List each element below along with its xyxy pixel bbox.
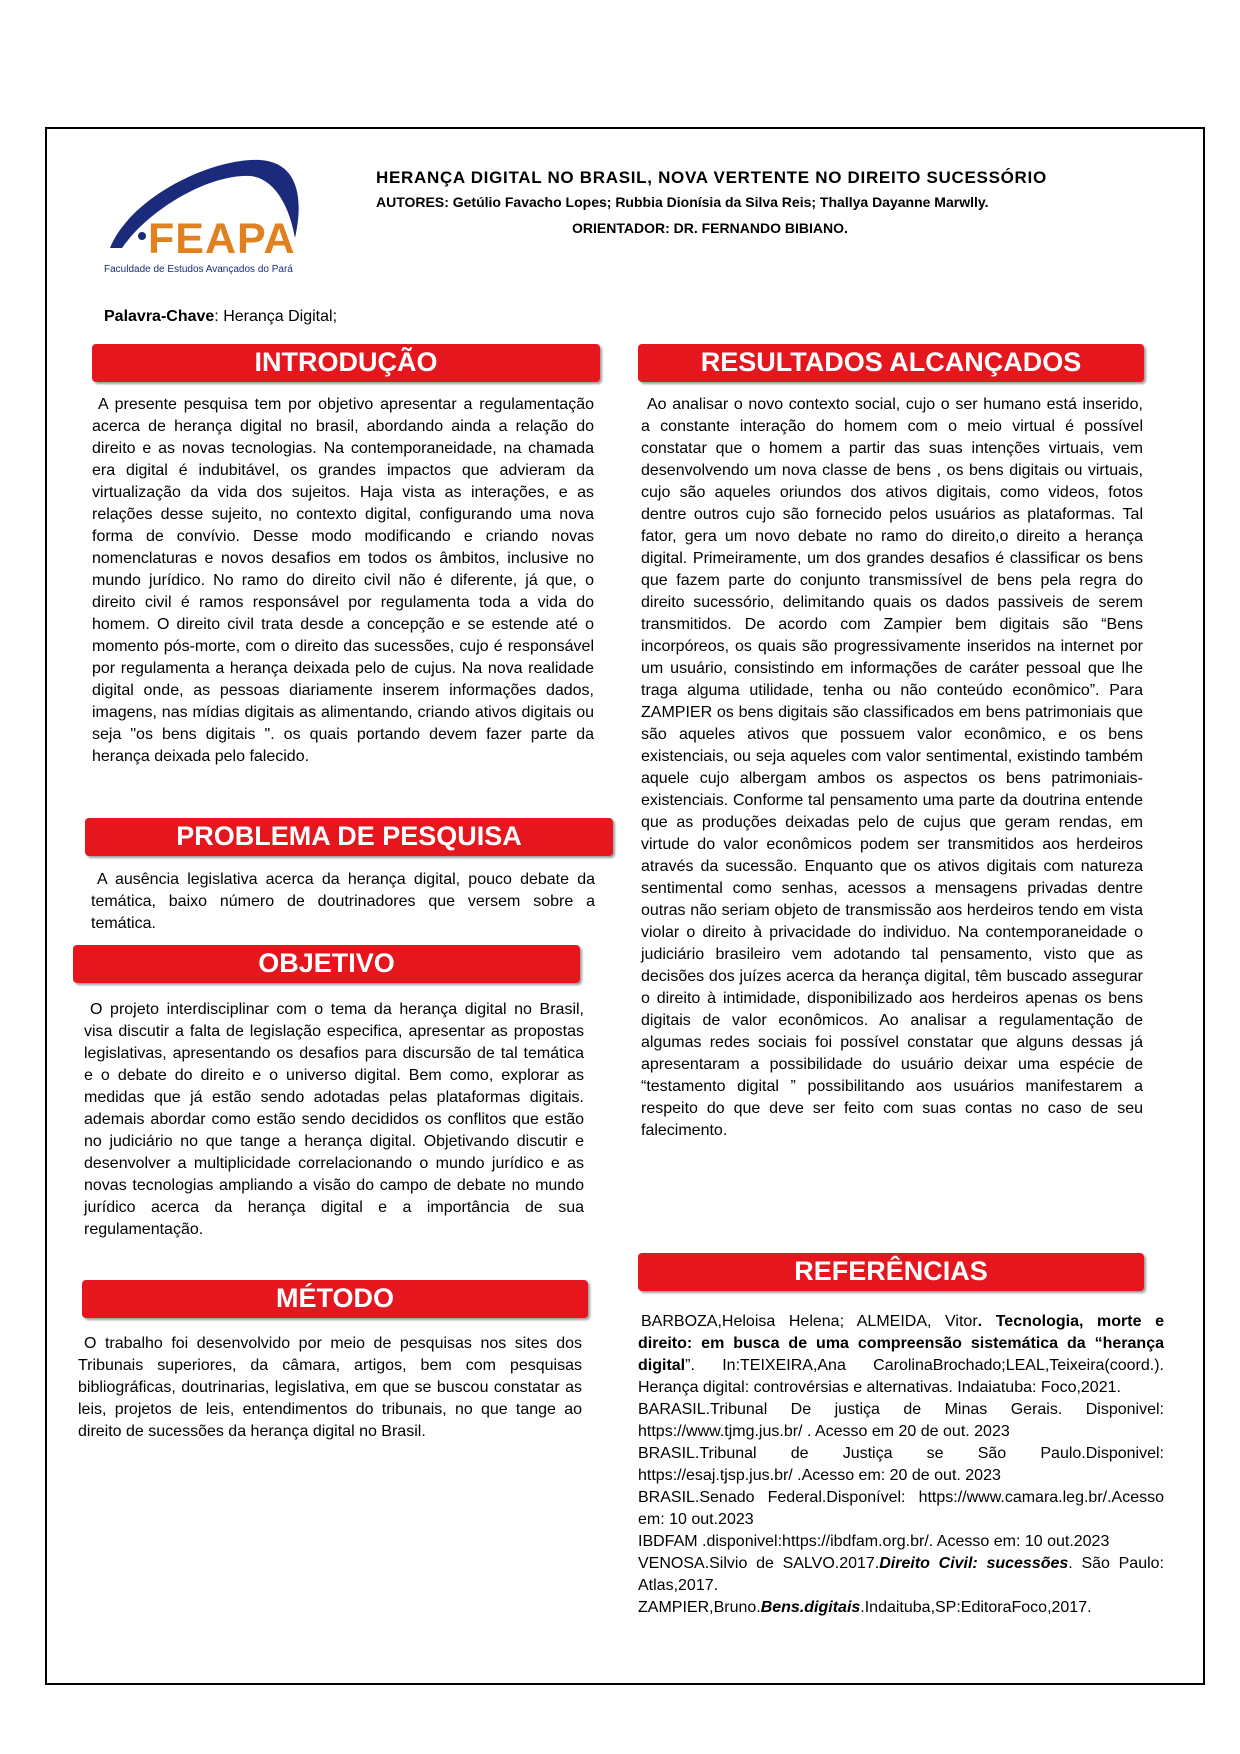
reference-item: VENOSA.Silvio de SALVO.2017.Direito Civil: sucessões. São Paulo: Atlas,2017. <box>638 1555 1164 1594</box>
keyword-value: : Herança Digital; <box>214 308 338 325</box>
section-header-objetivo: OBJETIVO <box>73 945 580 983</box>
section-header-resultados: RESULTADOS ALCANÇADOS <box>638 344 1144 382</box>
authors-line: AUTORES: Getúlio Favacho Lopes; Rubbia Dionísia da Silva Reis; Thallya Dayanne Marwlly. <box>376 194 989 210</box>
references-list <box>638 1311 1164 1619</box>
logo-brand-text: FEAPA <box>148 215 296 263</box>
section-header-metodo: MÉTODO <box>82 1280 588 1318</box>
section-header-problema: PROBLEMA DE PESQUISA <box>85 818 613 856</box>
reference-item: BRASIL.Tribunal de Justiça se São Paulo.Disponivel: https://esaj.tjsp.jus.br/ .Acesso em: 20 de out. 2023 <box>638 1445 1164 1484</box>
section-header-referencias: REFERÊNCIAS <box>638 1253 1144 1291</box>
reference-item: ZAMPIER,Bruno.Bens.digitais.Indaituba,SP:EditoraFoco,2017. <box>638 1599 1092 1616</box>
introducao-text: A presente pesquisa tem por objetivo apresentar a regulamentação acerca de herança digital no brasil, abordando ainda a relação do direito e as novas tecnologias. Na contemporaneidade, na chamada era digital é indubitável, os grandes impactos que advieram da virtualização da vida dos sujeitos. Haja vista as interações, e as relações desse sujeito, no contexto digital, configurando uma nova forma de convívio. Desse modo modificando e criando novas nomenclaturas e novos desafios em todos os âmbitos, inclusive no mundo jurídico. No ramo do direito civil não é diferente, já que, o direito civil é ramos responsável por regulamenta toda a vida do homem. O direito civil trata desde a concepção e se estende até o momento pós-morte, com o direito das sucessões, cujo é responsável por regulamenta a herança deixada pelo de cujus. Na nova realidade digital onde, as pessoas diariamente inserem informações dados, imagens, nas mídias digitais as alimentando, criando ativos digitais ou seja "os bens digitais ". os quais portando devem fazer parte da herança deixada pelo falecido. <box>92 396 594 765</box>
title-block <box>376 166 1156 237</box>
reference-item: BRASIL.Senado Federal.Disponível: https://www.camara.leg.br/.Acesso em: 10 out.2023 <box>638 1489 1164 1528</box>
section-header-introducao: INTRODUÇÃO <box>92 344 600 382</box>
advisor-line: ORIENTADOR: DR. FERNANDO BIBIANO. <box>572 220 848 236</box>
reference-item: BARBOZA,Heloisa Helena; ALMEIDA, Vitor. Tecnologia, morte e direito: em busca de uma compreensão sistemática da “herança digital”. In:TEIXEIRA,Ana CarolinaBrochado;LEAL,Teixeira(coord.). Herança digital: controvérsias e alternativas. Indaiatuba: Foco,2021. <box>638 1313 1164 1396</box>
reference-item: IBDFAM .disponivel:https://ibdfam.org.br/. Acesso em: 10 out.2023 <box>638 1533 1110 1550</box>
problema-text: A ausência legislativa acerca da herança digital, pouco debate da temática, baixo número de doutrinadores que versem sobre a temática. <box>91 871 595 932</box>
keyword-label: Palavra-Chave <box>104 308 215 325</box>
resultados-text: Ao analisar o novo contexto social, cujo o ser humano está inserido, a constante interação do homem com o meio virtual é possível constatar que o homem a partir das suas intenções virtuais, vem desenvolvendo um nova classe de bens , os bens digitais ou virtuais, cujo são aqueles oriundos dos ativos digitais, como videos, fotos dentre outros cujo são fornecido pelos usuários as plataformas. Tal fator, gera um novo debate no ramo do direito,o direito a herança digital. Primeiramente, um dos grandes desafios é classificar os bens que fazem parte do conjunto transmissível de bens pela regra do direito sucessório, delimitando quais os dados passiveis de serem transmitidos. De acordo com Zampier bem digitais são “Bens incorpóreos, os quais são progressivamente inseridos na internet por um usuário, consistindo em informações de caráter pessoal que lhe traga alguma utilidade, tenha ou não conteúdo econômico”. Para ZAMPIER os bens digitais são classificados em bens patrimoniais que são aqueles ativos que possuem valor econômico, e os bens existenciais, ou seja aqueles com valor sentimental, existindo também aquele cujo albergam ambos os aspectos os bens patrimoniais-existenciais. Conforme tal pensamento uma parte da doutrina entende que as produções deixadas pelo de cujus que geram rendas, em virtude do valor econômicos podem ser transmitidos aos herdeiros através da sucessão. Enquanto que os ativos digitais com natureza sentimental como senhas, acessos a mensagens privadas dentre outras não seriam objeto de transmissão aos herdeiros tendo em vista violar o direito à privacidade do individuo. Na contemporaneidade o judiciário brasileiro vem adotando tal pensamento, visto que as decisões dos juízes acerca da herança digital, têm buscado assegurar o direito à intimidade, disponibilizado aos herdeiros apenas os bens digitais de valor econômicos. Ao analisar a regulamentação de algumas redes sociais foi possível constatar que alguns dessas já apresentaram a possibilidade do usuário deixar uma espécie de “testamento digital ” possibilitando aos usuários manifestarem a respeito do que deve ser feito com suas contas no caso de seu falecimento. <box>641 396 1143 1139</box>
reference-item: BARASIL.Tribunal De justiça de Minas Gerais. Disponivel: https://www.tjmg.jus.br/ . Acesso em 20 de out. 2023 <box>638 1401 1164 1440</box>
objetivo-text: O projeto interdisciplinar com o tema da herança digital no Brasil, visa discutir a falta de legislação especifica, apresentar as propostas legislativas, apresentando os desafios para discursão de tal temática e o debate do direito e o universo digital. Bem como, explorar as medidas que já estão sendo adotadas pelas plataformas digitais. ademais abordar como estão sendo decididos os conflitos que estão no judiciário no que tange a herança digital. Objetivando discutir e desenvolver a multiplicidade correlacionando o mundo jurídico e as novas tecnologias ampliando a visão do campo de debate no mundo jurídico acerca da herança digital e a importância de sua regulamentação. <box>84 1001 584 1238</box>
logo-tagline: Faculdade de Estudos Avançados do Pará <box>104 264 293 275</box>
keyword-line <box>104 308 337 326</box>
poster-title: HERANÇA DIGITAL NO BRASIL, NOVA VERTENTE NO DIREITO SUCESSÓRIO <box>376 168 1047 187</box>
metodo-text: O trabalho foi desenvolvido por meio de pesquisas nos sites dos Tribunais superiores, da câmara, artigos, bem com pesquisas bibliográficas, doutrinarias, legislativa, em que se buscou constatar as leis, projetos de leis, entendimentos do tribunais, no que tange ao direito de sucessões da herança digital no Brasil. <box>78 1335 582 1440</box>
feapa-logo <box>100 148 330 288</box>
